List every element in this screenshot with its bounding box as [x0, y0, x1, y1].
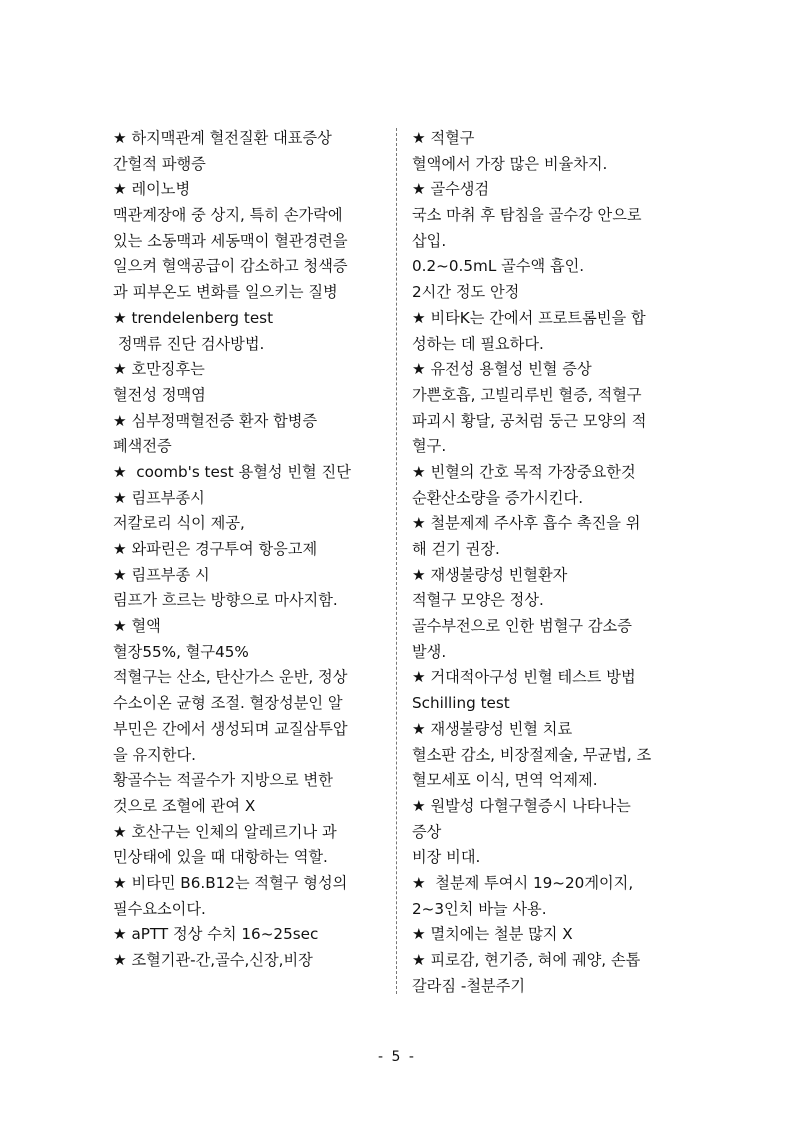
text-line: ★ 림프부종 시: [113, 565, 210, 584]
text-line: 파괴시 황달, 공처럼 둥근 모양의 적: [412, 411, 647, 430]
text-line: 것으로 조혈에 관여 X: [113, 796, 256, 815]
text-line: ★ 레이노병: [113, 180, 191, 199]
text-line: ★ coomb's test 용혈성 빈혈 진단: [113, 462, 351, 481]
text-line: Schilling test: [412, 694, 510, 713]
text-line: ★ 원발성 다혈구혈증시 나타나는: [412, 796, 631, 815]
text-line: ★ 호산구는 인체의 알레르기나 과: [113, 822, 337, 841]
text-line: 맥관계장애 중 상지, 특히 손가락에: [113, 206, 343, 225]
text-line: 혈구.: [412, 437, 447, 456]
text-line: ★ 유전성 용혈성 빈혈 증상: [412, 360, 592, 379]
text-line: 혈액에서 가장 많은 비율차지.: [412, 154, 608, 173]
text-line: 혈장55%, 혈구45%: [113, 642, 249, 661]
text-line: 혈모세포 이식, 면역 억제제.: [412, 771, 598, 790]
text-line: ★ 철분제제 주사후 흡수 촉진을 위: [412, 514, 641, 533]
column-divider: [396, 128, 397, 994]
text-line: ★ 빈혈의 간호 목적 가장중요한것: [412, 462, 636, 481]
text-line: 순환산소량을 증가시킨다.: [412, 488, 584, 507]
left-column: [113, 126, 381, 974]
text-line: ★ 비타민 B6.B12는 적혈구 형성의: [113, 873, 348, 892]
text-line: 발생.: [412, 642, 447, 661]
text-line: 혈전성 정맥염: [113, 385, 206, 404]
text-line: 삽입.: [412, 231, 447, 250]
text-line: 폐색전증: [113, 437, 172, 456]
text-line: 저칼로리 식이 제공,: [113, 514, 245, 533]
text-line: ★ 하지맥관계 혈전질환 대표증상: [113, 129, 332, 147]
text-line: 적혈구 모양은 정상.: [412, 591, 544, 610]
text-line: ★ 멸치에는 철분 많지 X: [412, 925, 573, 944]
text-line: 적혈구는 산소, 탄산가스 운반, 정상: [113, 668, 348, 687]
text-line: ★ 적혈구: [412, 129, 475, 147]
text-line: ★ 골수생검: [412, 180, 490, 199]
text-line: 필수요소이다.: [113, 899, 206, 918]
page-number: - 5 -: [378, 1049, 416, 1065]
text-line: 일으켜 혈액공급이 감소하고 청색증: [113, 257, 348, 276]
text-line: 수소이온 균형 조절. 혈장성분인 알: [113, 694, 343, 713]
text-line: 간헐적 파행증: [113, 154, 206, 173]
text-line: 부민은 간에서 생성되며 교질삼투압: [113, 719, 348, 738]
text-line: 국소 마취 후 탐침을 골수강 안으로: [412, 206, 642, 225]
text-line: 황골수는 적골수가 지방으로 변한: [113, 771, 333, 790]
text-line: ★ 철분제 투여시 19~20게이지,: [412, 873, 634, 892]
text-line: 림프가 흐르는 방향으로 마사지함.: [113, 591, 338, 610]
text-line: ★ 거대적아구성 빈혈 테스트 방법: [412, 668, 636, 687]
text-line: 골수부전으로 인한 범혈구 감소증: [412, 617, 632, 636]
text-line: ★ 재생불량성 빈혈환자: [412, 565, 568, 584]
right-column: [412, 126, 680, 999]
text-line: 증상: [412, 822, 442, 841]
text-line: 혈소판 감소, 비장절제술, 무균법, 조: [412, 745, 652, 764]
text-line: 을 유지한다.: [113, 745, 197, 764]
text-line: ★ 조혈기관-간,골수,신장,비장: [113, 951, 313, 969]
text-line: ★ aPTT 정상 수치 16~25sec: [113, 925, 319, 944]
text-line: 해 걷기 권장.: [412, 540, 500, 558]
text-line: 2~3인치 바늘 사용.: [412, 899, 547, 918]
text-line: 비장 비대.: [412, 848, 481, 867]
text-line: 정맥류 진단 검사방법.: [113, 334, 265, 353]
text-line: ★ 비타K는 간에서 프로트롬빈을 합: [412, 308, 646, 327]
text-line: ★ 호만징후는: [113, 360, 205, 379]
text-line: ★ 림프부종시: [113, 488, 205, 507]
text-line: ★ 와파린은 경구투여 항응고제: [113, 540, 318, 558]
text-line: ★ 피로감, 현기증, 혀에 궤양, 손톱: [412, 951, 641, 969]
text-line: 갈라짐 -철분주기: [412, 976, 526, 995]
text-line: ★ 심부정맥혈전증 환자 합병증: [113, 411, 318, 430]
text-line: 2시간 정도 안정: [412, 283, 520, 302]
text-line: 있는 소동맥과 세동맥이 혈관경련을: [113, 231, 348, 250]
text-line: ★ 재생불량성 빈혈 치료: [412, 719, 573, 738]
text-line: 성하는 데 필요하다.: [412, 334, 544, 353]
text-line: ★ trendelenberg test: [113, 308, 274, 327]
text-line: ★ 혈액: [113, 617, 161, 636]
text-line: 과 피부온도 변화를 일으키는 질병: [113, 283, 338, 302]
text-line: 가쁜호흡, 고빌리루빈 혈증, 적혈구: [412, 385, 642, 404]
text-line: 0.2~0.5mL 골수액 흡인.: [412, 257, 585, 276]
text-line: 민상태에 있을 때 대항하는 역할.: [113, 848, 328, 867]
